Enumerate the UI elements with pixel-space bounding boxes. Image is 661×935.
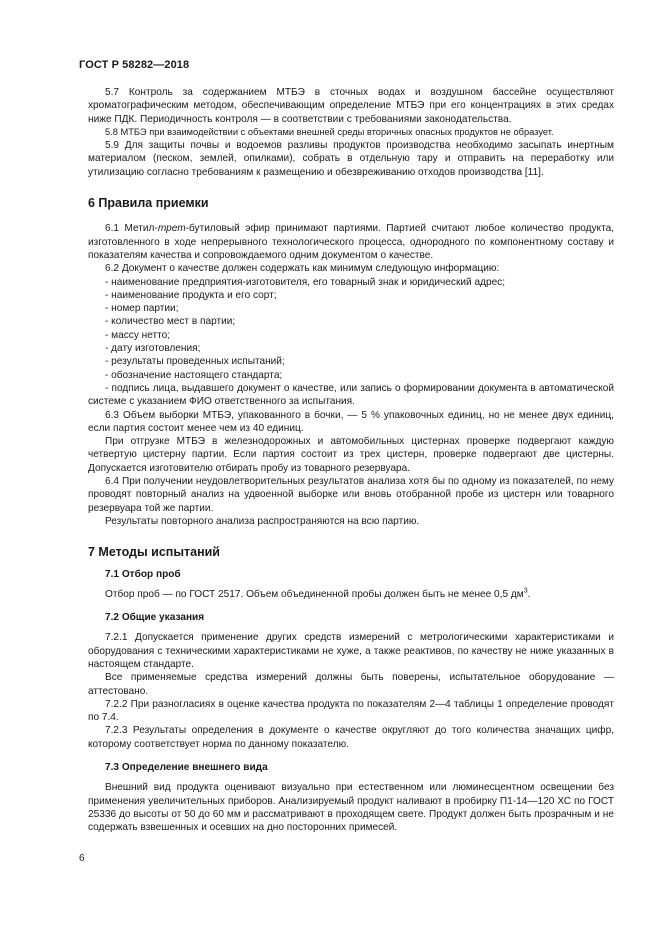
paragraph-5-8: 5.8 МТБЭ при взаимодействии с объектами внешней среды вторичных опасных продуктов не образует.: [105, 126, 554, 137]
document-header: ГОСТ Р 58282—2018: [79, 59, 190, 71]
paragraph-6-3-tanks: При отгрузке МТБЭ в железнодорожных и автомобильных цистернах проверке подвергают каждую четвертую цистерну партии. Если партия состоит из трех цистерн, проверке подвергают две цистерны. Допускается изготовителю отбирать пробу из товарного резервуара.: [88, 436, 614, 474]
paragraph-7-2-2: 7.2.2 При разногласиях в оценке качества продукта по показателям 2—4 таблицы 1 определение проводят по 7.4.: [88, 698, 614, 724]
paragraph-7-2-3: 7.2.3 Результаты определения в документе о качестве округляют до того количества значащих цифр, которому соответствует норма по данному показателю.: [88, 725, 614, 750]
document-body: [88, 86, 614, 835]
list-item: - наименование предприятия-изготовителя, его товарный знак и юридический адрес;: [105, 276, 506, 288]
list-item: - номер партии;: [105, 303, 179, 315]
paragraph-6-4-result: Результаты повторного анализа распространяются на всю партию.: [105, 515, 420, 527]
list-item: - массу нетто;: [105, 329, 171, 341]
subsection-7-1-title: 7.1 Отбор проб: [105, 568, 181, 580]
list-item: - дату изготовления;: [105, 343, 201, 355]
paragraph-6-1: 6.1 Метил-трет-бутиловый эфир принимают партиями. Партией считают любое количество продукта, изготовленного в ходе непрерывного технологического процесса, однородного по компонентному составу и показателям качества и сопровождаемого одним документом о качестве.: [88, 223, 614, 261]
paragraph-6-4: 6.4 При получении неудовлетворительных результатов анализа хотя бы по одному из показателей, по нему проводят повторный анализ на удвоенной выборке или вновь отобранной пробе из цистерн или товарного резервуара той же партии.: [88, 476, 614, 514]
subsection-7-2-title: 7.2 Общие указания: [105, 612, 205, 624]
page-number: 6: [79, 853, 85, 864]
paragraph-6-2: 6.2 Документ о качестве должен содержать как минимум следующую информацию:: [105, 263, 500, 275]
paragraph-5-7: 5.7 Контроль за содержанием МТБЭ в сточных водах и воздушном бассейне осуществляют хроматографическим методом, обеспечивающим определение МТБЭ при его концентрациях в этих средах ниже ПДК. Периодичность контроля — в соответствии с требованиями законодательства.: [88, 87, 614, 125]
list-item: - результаты проведенных испытаний;: [105, 356, 285, 368]
paragraph-7-1: Отбор проб — по ГОСТ 2517. Объем объединенной пробы должен быть не менее 0,5 $дм^3$.: [105, 587, 531, 600]
list-item: - наименование продукта и его сорт;: [105, 289, 277, 301]
subsection-7-3-title: 7.3 Определение внешнего вида: [105, 762, 268, 774]
list-item: - количество мест в партии;: [105, 316, 236, 328]
paragraph-7-2-1-verification: Все применяемые средства измерений должны быть поверены, испытательное оборудование — аттестовано.: [88, 672, 614, 697]
paragraph-5-9: 5.9 Для защиты почвы и водоемов разливы продуктов производства необходимо засыпать инертным материалом (песком, землей, опилками), собрать в отдельную тару и отправить на переработку или утилизацию согласно требованиям к размещению и обезвреживанию отходов производства [11].: [88, 140, 614, 178]
section-6-title: 6 Правила приемки: [88, 196, 209, 211]
paragraph-6-3: 6.3 Объем выборки МТБЭ, упакованного в бочки, — 5 % упаковочных единиц, но не менее двух единиц, если партия состоит менее чем из 40 единиц.: [88, 409, 614, 434]
list-item: - обозначение настоящего стандарта;: [105, 369, 283, 381]
section-7-title: 7 Методы испытаний: [88, 545, 220, 560]
paragraph-7-2-1: 7.2.1 Допускается применение других средств измерений с метрологическими характеристиками и оборудования с техническими характеристиками не хуже, а также реактивов, по качеству не ниже указанных в настоящем стандарте.: [88, 632, 614, 670]
paragraph-7-3: Внешний вид продукта оценивают визуально при естественном или люминесцентном освещении без применения увеличительных приборов. Анализируемый продукт наливают в пробирку П1-14—120 ХС по ГОСТ 25336 до высоты от 50 до 60 мм и рассматривают в проходящем свете. Продукт должен быть прозрачным и не содержать взвешенных и осевших на дно посторонних примесей.: [88, 782, 614, 834]
document-requirements-list: [88, 276, 614, 409]
list-item: - подпись лица, выдавшего документ о качестве, или запись о формировании документа в автоматической системе с указанием ФИО ответственного за испытания.: [88, 382, 614, 408]
